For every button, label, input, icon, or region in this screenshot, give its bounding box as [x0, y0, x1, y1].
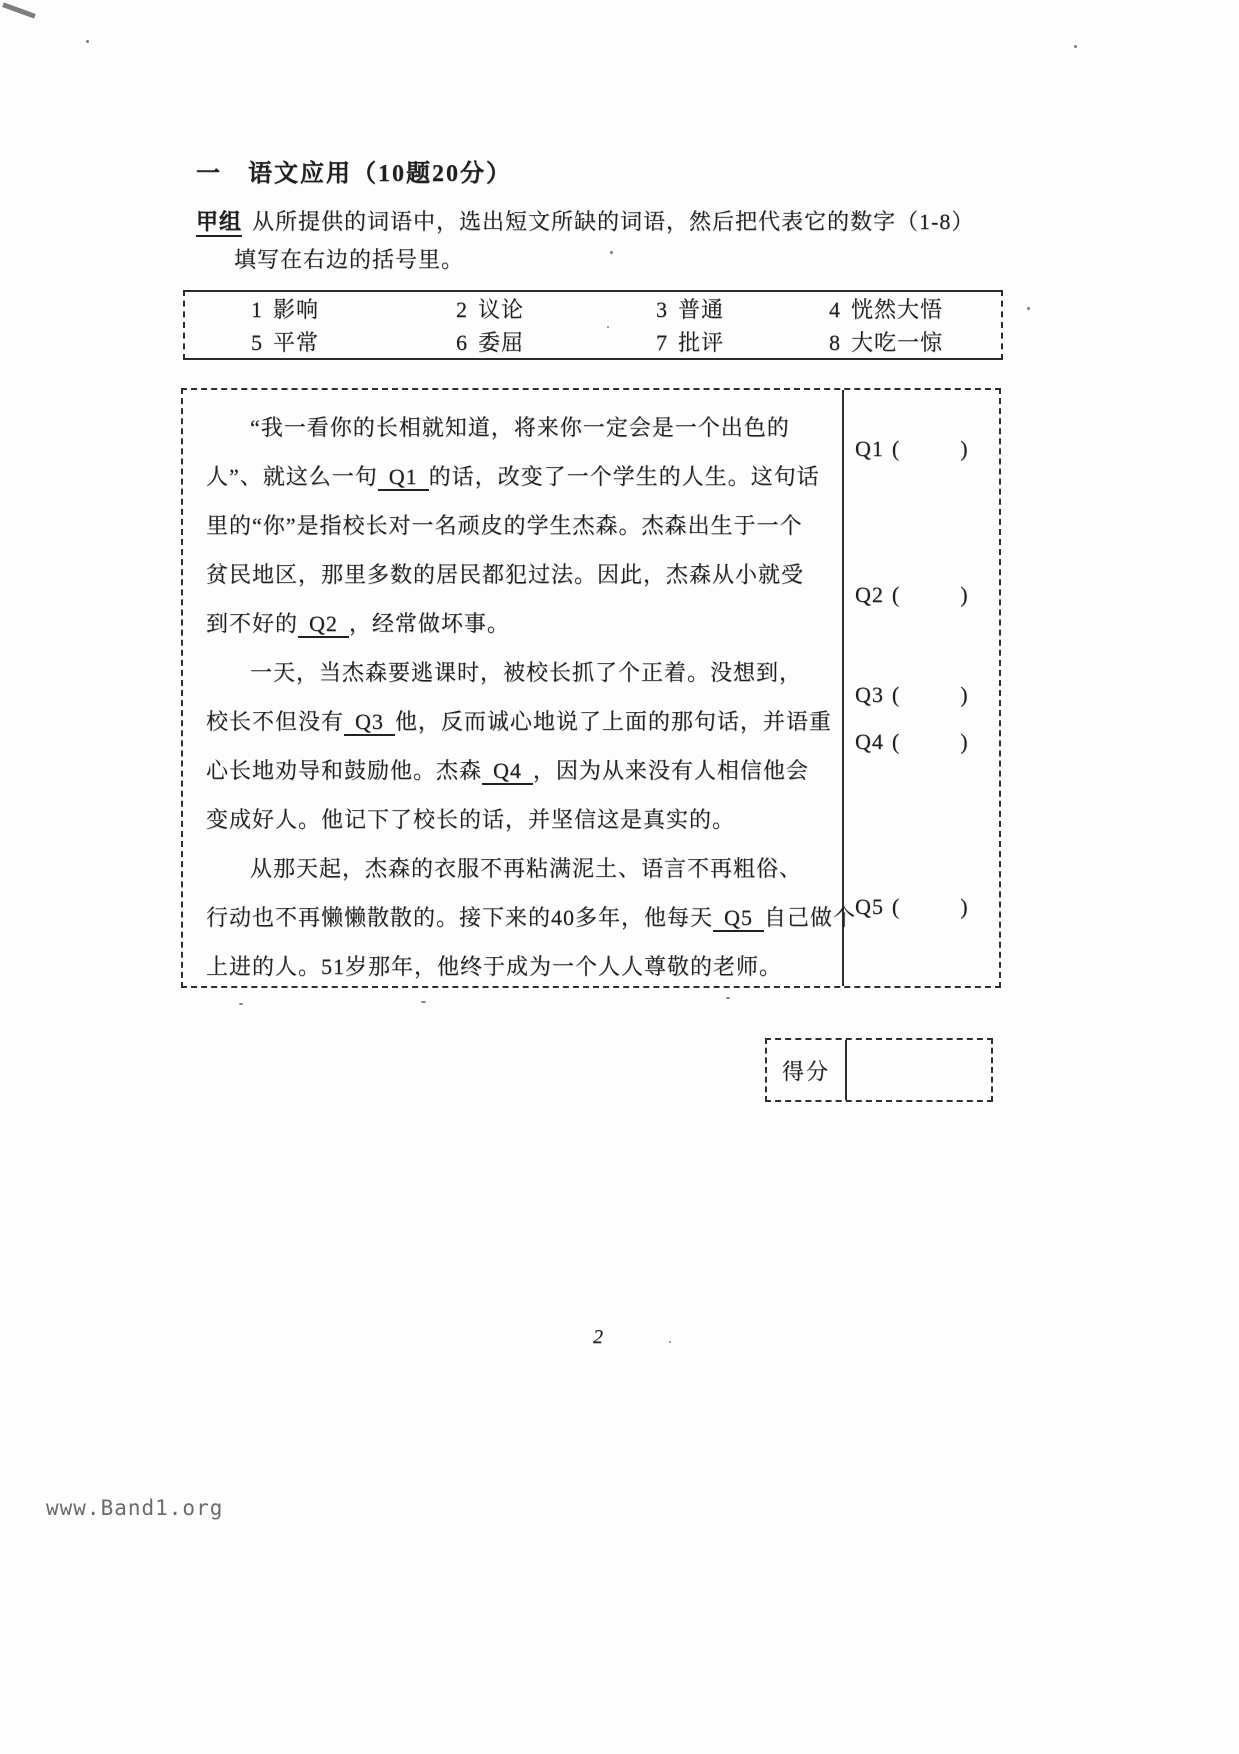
close-paren: ): [960, 582, 969, 607]
word-text: 恍然大悟: [851, 297, 944, 322]
passage-line: [206, 550, 824, 599]
word-text: 议论: [478, 297, 525, 322]
answer-label: Q1: [855, 436, 884, 461]
passage-line: [206, 942, 824, 991]
scan-speck: [239, 1003, 243, 1005]
scan-speck: [1074, 45, 1077, 48]
scan-speck: [669, 1341, 671, 1343]
answer-slot-q2: [855, 582, 969, 608]
instructions-line-2: 填写在右边的括号里。: [234, 247, 465, 272]
word-number: 6: [456, 330, 468, 355]
passage-line: [206, 746, 824, 795]
close-paren: ): [960, 682, 969, 707]
word-bank-item-2: [390, 293, 590, 324]
passage-line: [206, 844, 824, 893]
line-pre: 行动也不再懒懒散散的。接下来的40多年，他每天: [206, 905, 714, 930]
word-bank-item-4: [785, 293, 1001, 324]
score-value-area: [847, 1040, 991, 1100]
word-bank-item-6: [390, 326, 590, 357]
word-text: 委屈: [478, 330, 525, 355]
answer-slot-q4: [855, 729, 969, 755]
answer-label: Q2: [855, 582, 884, 607]
score-label: 得分: [767, 1040, 847, 1100]
word-number: 8: [829, 330, 841, 355]
open-paren: (: [891, 436, 901, 461]
word-text: 普通: [678, 297, 725, 322]
line-text: “我一看你的长相就知道，将来你一定会是一个出色的: [250, 415, 790, 440]
open-paren: (: [891, 582, 901, 607]
section-title: 一 语文应用（10题20分）: [196, 161, 512, 187]
word-number: 2: [456, 297, 468, 322]
score-box: [765, 1038, 993, 1102]
instructions-text-1: 从所提供的词语中，选出短文所缺的词语，然后把代表它的数字（1-8）: [252, 209, 975, 234]
line-text: 里的“你”是指校长对一名顽皮的学生杰森。杰森出生于一个: [206, 513, 803, 538]
line-post: 的话，改变了一个学生的人生。这句话: [428, 464, 820, 489]
word-bank-box: [183, 290, 1003, 360]
line-post: ，经常做坏事。: [348, 611, 510, 636]
line-text: 贫民地区，那里多数的居民都犯过法。因此，杰森从小就受: [206, 562, 805, 587]
line-text: 一天，当杰森要逃课时，被校长抓了个正着。没想到，: [250, 660, 803, 685]
open-paren: (: [891, 894, 901, 919]
line-pre: 校长不但没有: [206, 709, 345, 734]
blank-q4: Q4: [482, 758, 533, 785]
word-text: 批评: [678, 330, 725, 355]
word-bank-item-3: [590, 293, 785, 324]
scan-speck: [1027, 307, 1030, 310]
line-post: 自己做个: [763, 905, 856, 930]
passage-line: [206, 893, 856, 942]
answers-divider: [842, 390, 844, 986]
scan-speck: [86, 40, 89, 43]
answer-slot-q5: [855, 894, 969, 920]
passage-line: [206, 452, 824, 501]
passage-line: [206, 697, 832, 746]
answer-label: Q4: [855, 729, 884, 754]
passage-line: [206, 599, 824, 648]
word-bank-item-8: [785, 326, 1001, 357]
word-text: 平常: [273, 330, 320, 355]
scan-speck: [421, 1001, 426, 1003]
close-paren: ): [960, 436, 969, 461]
watermark: www.Band1.org: [46, 1496, 224, 1520]
word-bank-item-7: [590, 326, 785, 357]
answer-label: Q5: [855, 894, 884, 919]
word-number: 4: [829, 297, 841, 322]
line-post: ，因为从来没有人相信他会: [532, 758, 809, 783]
passage-line: [206, 501, 824, 550]
scan-artifact: [2, 2, 36, 18]
line-text: 上进的人。51岁那年，他终于成为一个人人尊敬的老师。: [206, 954, 783, 979]
group-label: 甲组: [196, 209, 242, 237]
word-text: 影响: [273, 297, 320, 322]
word-number: 5: [251, 330, 263, 355]
word-bank-item-5: [185, 326, 390, 357]
line-pre: 心长地劝导和鼓励他。杰森: [206, 758, 483, 783]
line-text: 变成好人。他记下了校长的话，并坚信这是真实的。: [206, 807, 736, 832]
passage-line: [206, 403, 824, 452]
scan-speck: [726, 997, 730, 999]
word-number: 1: [251, 297, 263, 322]
word-text: 大吃一惊: [851, 330, 944, 355]
blank-q1: Q1: [378, 464, 429, 491]
passage-box: [181, 388, 1001, 988]
word-number: 3: [656, 297, 668, 322]
blank-q2: Q2: [298, 611, 349, 638]
passage-line: [206, 648, 824, 697]
word-bank-item-1: [185, 293, 390, 324]
line-pre: 人”、就这么一句: [206, 464, 378, 489]
answer-label: Q3: [855, 682, 884, 707]
answer-slot-q1: [855, 436, 969, 462]
line-post: 他，反而诚心地说了上面的那句话，并语重: [394, 709, 832, 734]
open-paren: (: [891, 729, 901, 754]
open-paren: (: [891, 682, 901, 707]
line-pre: 到不好的: [206, 611, 299, 636]
passage-text: [206, 403, 856, 991]
answer-slot-q3: [855, 682, 969, 708]
passage-line: [206, 795, 824, 844]
word-number: 7: [656, 330, 668, 355]
blank-q3: Q3: [344, 709, 395, 736]
instructions: [196, 203, 1016, 279]
close-paren: ): [960, 729, 969, 754]
blank-q5: Q5: [713, 905, 764, 932]
close-paren: ): [960, 894, 969, 919]
instructions-line-1: [196, 203, 1016, 241]
line-text: 从那天起，杰森的衣服不再粘满泥土、语言不再粗俗、: [250, 856, 803, 881]
page-number: 2: [593, 1326, 603, 1348]
